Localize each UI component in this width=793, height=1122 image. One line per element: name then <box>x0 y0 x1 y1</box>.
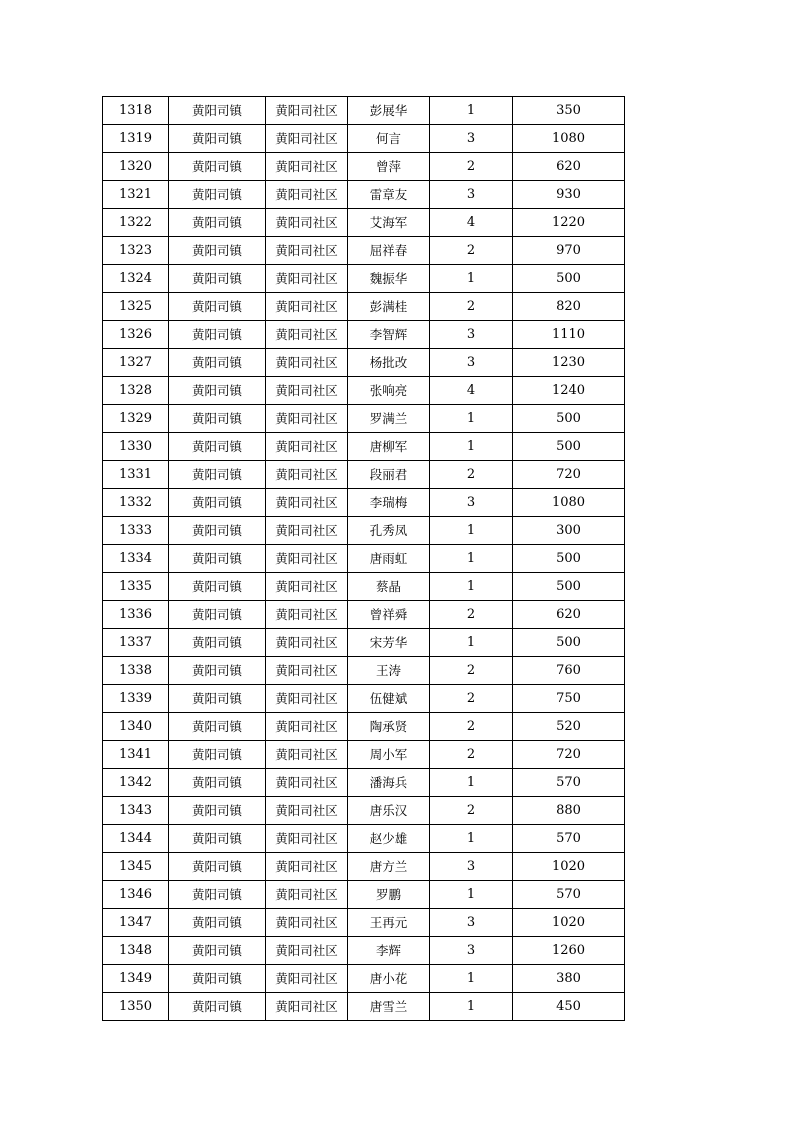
town-cell: 黄阳司镇 <box>169 293 266 321</box>
name-cell: 宋芳华 <box>348 629 430 657</box>
community-cell: 黄阳司社区 <box>266 741 348 769</box>
seq-cell: 1346 <box>103 881 169 909</box>
name-cell: 彭展华 <box>348 97 430 125</box>
seq-cell: 1320 <box>103 153 169 181</box>
community-cell: 黄阳司社区 <box>266 909 348 937</box>
name-cell: 赵少雄 <box>348 825 430 853</box>
seq-cell: 1325 <box>103 293 169 321</box>
town-cell: 黄阳司镇 <box>169 97 266 125</box>
community-cell: 黄阳司社区 <box>266 377 348 405</box>
amount-cell: 1240 <box>513 377 625 405</box>
community-cell: 黄阳司社区 <box>266 489 348 517</box>
table-row <box>103 685 625 713</box>
roster-table <box>102 96 625 1021</box>
household-size-cell: 1 <box>430 881 513 909</box>
household-size-cell: 4 <box>430 377 513 405</box>
seq-cell: 1350 <box>103 993 169 1021</box>
household-size-cell: 2 <box>430 797 513 825</box>
town-cell: 黄阳司镇 <box>169 601 266 629</box>
household-size-cell: 3 <box>430 125 513 153</box>
community-cell: 黄阳司社区 <box>266 573 348 601</box>
town-cell: 黄阳司镇 <box>169 489 266 517</box>
town-cell: 黄阳司镇 <box>169 405 266 433</box>
amount-cell: 970 <box>513 237 625 265</box>
table-row <box>103 293 625 321</box>
table-row <box>103 97 625 125</box>
seq-cell: 1344 <box>103 825 169 853</box>
town-cell: 黄阳司镇 <box>169 545 266 573</box>
table-row <box>103 349 625 377</box>
amount-cell: 820 <box>513 293 625 321</box>
community-cell: 黄阳司社区 <box>266 405 348 433</box>
household-size-cell: 1 <box>430 517 513 545</box>
seq-cell: 1322 <box>103 209 169 237</box>
town-cell: 黄阳司镇 <box>169 377 266 405</box>
name-cell: 罗鹏 <box>348 881 430 909</box>
seq-cell: 1348 <box>103 937 169 965</box>
table-row <box>103 937 625 965</box>
name-cell: 罗满兰 <box>348 405 430 433</box>
community-cell: 黄阳司社区 <box>266 321 348 349</box>
name-cell: 唐乐汉 <box>348 797 430 825</box>
name-cell: 艾海军 <box>348 209 430 237</box>
amount-cell: 500 <box>513 573 625 601</box>
name-cell: 张响亮 <box>348 377 430 405</box>
town-cell: 黄阳司镇 <box>169 433 266 461</box>
household-size-cell: 3 <box>430 349 513 377</box>
seq-cell: 1319 <box>103 125 169 153</box>
seq-cell: 1337 <box>103 629 169 657</box>
town-cell: 黄阳司镇 <box>169 769 266 797</box>
town-cell: 黄阳司镇 <box>169 685 266 713</box>
community-cell: 黄阳司社区 <box>266 685 348 713</box>
household-size-cell: 1 <box>430 825 513 853</box>
household-size-cell: 1 <box>430 629 513 657</box>
seq-cell: 1349 <box>103 965 169 993</box>
amount-cell: 380 <box>513 965 625 993</box>
community-cell: 黄阳司社区 <box>266 349 348 377</box>
amount-cell: 500 <box>513 433 625 461</box>
community-cell: 黄阳司社区 <box>266 125 348 153</box>
amount-cell: 1260 <box>513 937 625 965</box>
name-cell: 王再元 <box>348 909 430 937</box>
table-row <box>103 601 625 629</box>
seq-cell: 1329 <box>103 405 169 433</box>
amount-cell: 930 <box>513 181 625 209</box>
household-size-cell: 2 <box>430 657 513 685</box>
town-cell: 黄阳司镇 <box>169 993 266 1021</box>
household-size-cell: 2 <box>430 601 513 629</box>
name-cell: 屈祥春 <box>348 237 430 265</box>
name-cell: 唐方兰 <box>348 853 430 881</box>
household-size-cell: 1 <box>430 993 513 1021</box>
name-cell: 曾祥舜 <box>348 601 430 629</box>
amount-cell: 500 <box>513 405 625 433</box>
community-cell: 黄阳司社区 <box>266 937 348 965</box>
amount-cell: 1110 <box>513 321 625 349</box>
community-cell: 黄阳司社区 <box>266 293 348 321</box>
community-cell: 黄阳司社区 <box>266 769 348 797</box>
household-size-cell: 3 <box>430 909 513 937</box>
town-cell: 黄阳司镇 <box>169 909 266 937</box>
town-cell: 黄阳司镇 <box>169 209 266 237</box>
table-row <box>103 545 625 573</box>
community-cell: 黄阳司社区 <box>266 881 348 909</box>
town-cell: 黄阳司镇 <box>169 629 266 657</box>
community-cell: 黄阳司社区 <box>266 629 348 657</box>
name-cell: 杨批改 <box>348 349 430 377</box>
name-cell: 何言 <box>348 125 430 153</box>
name-cell: 周小军 <box>348 741 430 769</box>
seq-cell: 1347 <box>103 909 169 937</box>
town-cell: 黄阳司镇 <box>169 657 266 685</box>
household-size-cell: 1 <box>430 433 513 461</box>
community-cell: 黄阳司社区 <box>266 853 348 881</box>
household-size-cell: 2 <box>430 237 513 265</box>
table-row <box>103 573 625 601</box>
name-cell: 曾萍 <box>348 153 430 181</box>
table-row <box>103 993 625 1021</box>
seq-cell: 1327 <box>103 349 169 377</box>
amount-cell: 760 <box>513 657 625 685</box>
seq-cell: 1333 <box>103 517 169 545</box>
household-size-cell: 3 <box>430 937 513 965</box>
amount-cell: 1080 <box>513 489 625 517</box>
community-cell: 黄阳司社区 <box>266 797 348 825</box>
household-size-cell: 1 <box>430 97 513 125</box>
name-cell: 唐雪兰 <box>348 993 430 1021</box>
community-cell: 黄阳司社区 <box>266 713 348 741</box>
table-row <box>103 461 625 489</box>
town-cell: 黄阳司镇 <box>169 797 266 825</box>
name-cell: 李智辉 <box>348 321 430 349</box>
table-row <box>103 237 625 265</box>
amount-cell: 520 <box>513 713 625 741</box>
table-row <box>103 125 625 153</box>
name-cell: 陶承贤 <box>348 713 430 741</box>
household-size-cell: 2 <box>430 741 513 769</box>
name-cell: 李瑞梅 <box>348 489 430 517</box>
table-row <box>103 657 625 685</box>
table-row <box>103 825 625 853</box>
household-size-cell: 1 <box>430 405 513 433</box>
household-size-cell: 1 <box>430 545 513 573</box>
seq-cell: 1326 <box>103 321 169 349</box>
town-cell: 黄阳司镇 <box>169 321 266 349</box>
amount-cell: 750 <box>513 685 625 713</box>
town-cell: 黄阳司镇 <box>169 881 266 909</box>
town-cell: 黄阳司镇 <box>169 741 266 769</box>
town-cell: 黄阳司镇 <box>169 573 266 601</box>
table-row <box>103 433 625 461</box>
amount-cell: 1220 <box>513 209 625 237</box>
amount-cell: 1020 <box>513 909 625 937</box>
amount-cell: 500 <box>513 545 625 573</box>
table-row <box>103 797 625 825</box>
table-row <box>103 629 625 657</box>
seq-cell: 1340 <box>103 713 169 741</box>
amount-cell: 450 <box>513 993 625 1021</box>
table-row <box>103 741 625 769</box>
household-size-cell: 3 <box>430 181 513 209</box>
name-cell: 唐雨虹 <box>348 545 430 573</box>
seq-cell: 1332 <box>103 489 169 517</box>
household-size-cell: 2 <box>430 461 513 489</box>
table-row <box>103 377 625 405</box>
seq-cell: 1339 <box>103 685 169 713</box>
town-cell: 黄阳司镇 <box>169 349 266 377</box>
town-cell: 黄阳司镇 <box>169 181 266 209</box>
table-row <box>103 489 625 517</box>
community-cell: 黄阳司社区 <box>266 657 348 685</box>
community-cell: 黄阳司社区 <box>266 153 348 181</box>
household-size-cell: 1 <box>430 965 513 993</box>
amount-cell: 720 <box>513 461 625 489</box>
name-cell: 魏振华 <box>348 265 430 293</box>
town-cell: 黄阳司镇 <box>169 825 266 853</box>
amount-cell: 500 <box>513 265 625 293</box>
seq-cell: 1343 <box>103 797 169 825</box>
seq-cell: 1341 <box>103 741 169 769</box>
seq-cell: 1321 <box>103 181 169 209</box>
town-cell: 黄阳司镇 <box>169 937 266 965</box>
amount-cell: 350 <box>513 97 625 125</box>
name-cell: 潘海兵 <box>348 769 430 797</box>
amount-cell: 300 <box>513 517 625 545</box>
household-size-cell: 2 <box>430 685 513 713</box>
community-cell: 黄阳司社区 <box>266 517 348 545</box>
table-row <box>103 909 625 937</box>
household-size-cell: 3 <box>430 853 513 881</box>
amount-cell: 620 <box>513 601 625 629</box>
community-cell: 黄阳司社区 <box>266 209 348 237</box>
seq-cell: 1328 <box>103 377 169 405</box>
name-cell: 雷章友 <box>348 181 430 209</box>
seq-cell: 1335 <box>103 573 169 601</box>
roster-table-body <box>103 97 625 1021</box>
amount-cell: 1080 <box>513 125 625 153</box>
name-cell: 蔡晶 <box>348 573 430 601</box>
seq-cell: 1342 <box>103 769 169 797</box>
amount-cell: 1020 <box>513 853 625 881</box>
table-row <box>103 853 625 881</box>
table-row <box>103 181 625 209</box>
table-row <box>103 209 625 237</box>
name-cell: 段丽君 <box>348 461 430 489</box>
name-cell: 唐柳军 <box>348 433 430 461</box>
household-size-cell: 1 <box>430 769 513 797</box>
name-cell: 孔秀凤 <box>348 517 430 545</box>
town-cell: 黄阳司镇 <box>169 853 266 881</box>
household-size-cell: 4 <box>430 209 513 237</box>
town-cell: 黄阳司镇 <box>169 153 266 181</box>
amount-cell: 620 <box>513 153 625 181</box>
community-cell: 黄阳司社区 <box>266 433 348 461</box>
household-size-cell: 3 <box>430 489 513 517</box>
table-row <box>103 405 625 433</box>
town-cell: 黄阳司镇 <box>169 125 266 153</box>
seq-cell: 1324 <box>103 265 169 293</box>
seq-cell: 1336 <box>103 601 169 629</box>
household-size-cell: 2 <box>430 293 513 321</box>
community-cell: 黄阳司社区 <box>266 237 348 265</box>
table-row <box>103 965 625 993</box>
seq-cell: 1330 <box>103 433 169 461</box>
table-row <box>103 713 625 741</box>
household-size-cell: 3 <box>430 321 513 349</box>
amount-cell: 1230 <box>513 349 625 377</box>
community-cell: 黄阳司社区 <box>266 993 348 1021</box>
seq-cell: 1318 <box>103 97 169 125</box>
seq-cell: 1345 <box>103 853 169 881</box>
amount-cell: 570 <box>513 825 625 853</box>
community-cell: 黄阳司社区 <box>266 97 348 125</box>
household-size-cell: 2 <box>430 713 513 741</box>
town-cell: 黄阳司镇 <box>169 461 266 489</box>
community-cell: 黄阳司社区 <box>266 825 348 853</box>
amount-cell: 500 <box>513 629 625 657</box>
name-cell: 彭满桂 <box>348 293 430 321</box>
table-row <box>103 881 625 909</box>
household-size-cell: 2 <box>430 153 513 181</box>
name-cell: 唐小花 <box>348 965 430 993</box>
amount-cell: 880 <box>513 797 625 825</box>
community-cell: 黄阳司社区 <box>266 545 348 573</box>
amount-cell: 570 <box>513 881 625 909</box>
household-size-cell: 1 <box>430 265 513 293</box>
community-cell: 黄阳司社区 <box>266 181 348 209</box>
seq-cell: 1323 <box>103 237 169 265</box>
town-cell: 黄阳司镇 <box>169 713 266 741</box>
town-cell: 黄阳司镇 <box>169 237 266 265</box>
amount-cell: 570 <box>513 769 625 797</box>
town-cell: 黄阳司镇 <box>169 965 266 993</box>
town-cell: 黄阳司镇 <box>169 517 266 545</box>
table-row <box>103 517 625 545</box>
name-cell: 伍健斌 <box>348 685 430 713</box>
table-row <box>103 321 625 349</box>
seq-cell: 1331 <box>103 461 169 489</box>
community-cell: 黄阳司社区 <box>266 965 348 993</box>
town-cell: 黄阳司镇 <box>169 265 266 293</box>
community-cell: 黄阳司社区 <box>266 601 348 629</box>
seq-cell: 1334 <box>103 545 169 573</box>
community-cell: 黄阳司社区 <box>266 265 348 293</box>
name-cell: 王涛 <box>348 657 430 685</box>
name-cell: 李辉 <box>348 937 430 965</box>
seq-cell: 1338 <box>103 657 169 685</box>
amount-cell: 720 <box>513 741 625 769</box>
table-row <box>103 769 625 797</box>
table-row <box>103 153 625 181</box>
community-cell: 黄阳司社区 <box>266 461 348 489</box>
table-row <box>103 265 625 293</box>
household-size-cell: 1 <box>430 573 513 601</box>
